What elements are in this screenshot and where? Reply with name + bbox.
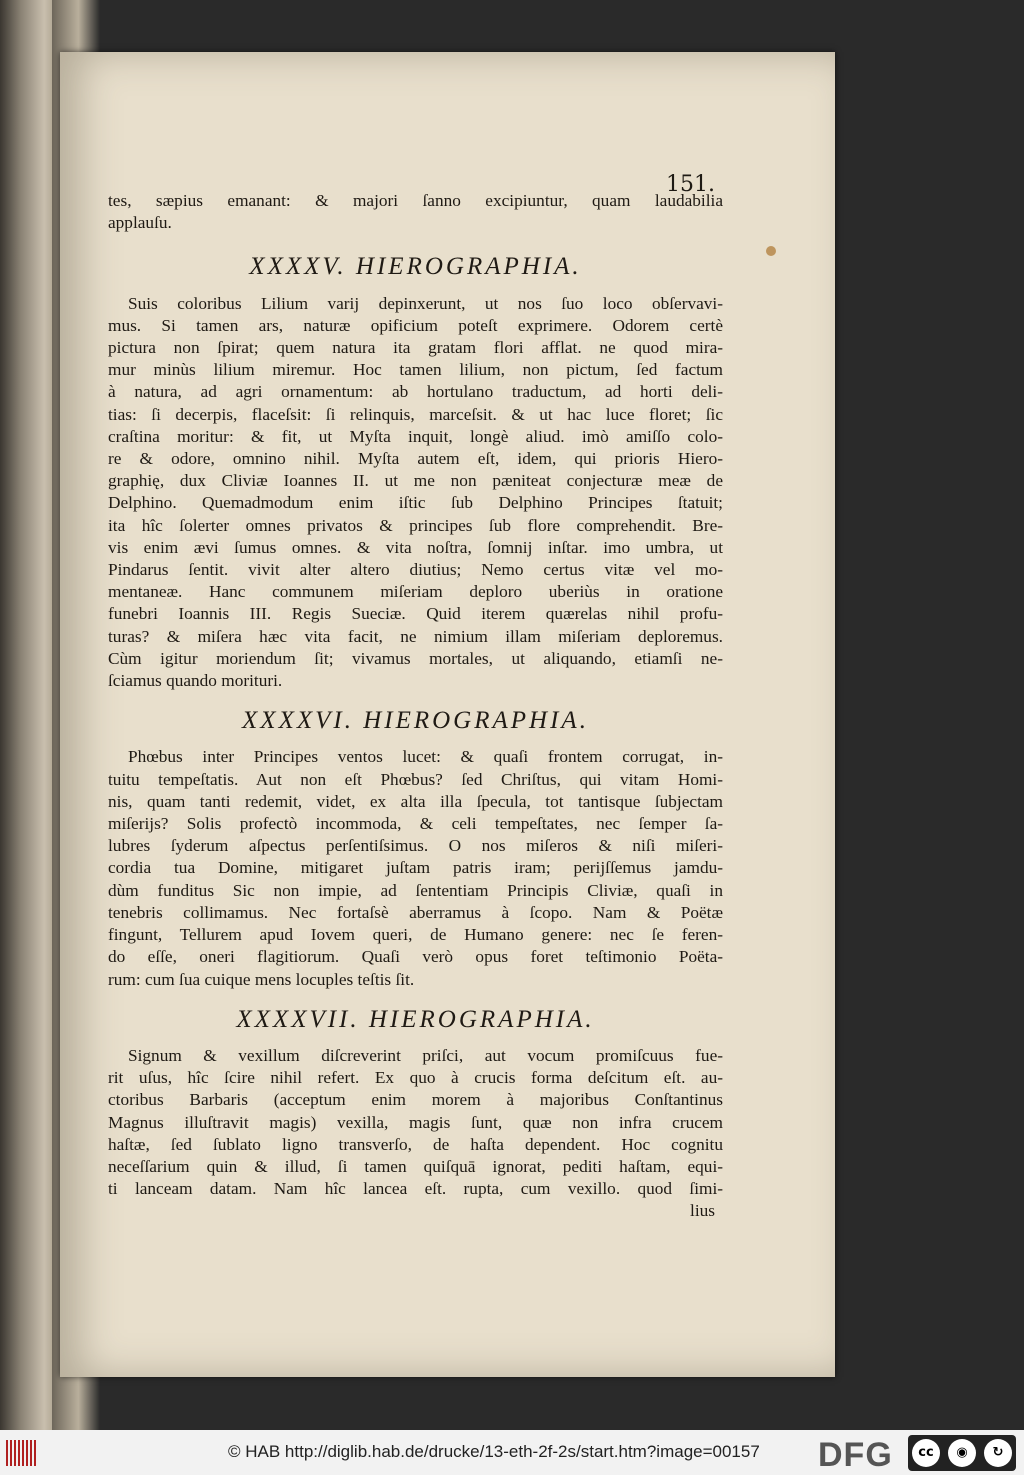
text-line: miſerijs? Solis profectò incommoda, & celi tempeſtates, nec ſemper ſa- xyxy=(108,814,723,834)
text-line: vis enim ævi ſumus omnes. & vita noſtra, ſomnij inſtar. imo umbra, ut xyxy=(108,537,723,557)
text-line: tuitu tempeſtatis. Aut non eſt Phœbus? ſed Chriſtus, qui vitam Homi- xyxy=(108,769,723,789)
left-page-edge xyxy=(0,0,52,1430)
opening-paragraph xyxy=(108,190,723,234)
text-line: rit uſus, hîc ſcire nihil refert. Ex quo à crucis forma deſcitum eſt. au- xyxy=(108,1068,723,1088)
text-line: mur minùs lilium miremur. Hoc tamen lilium, non pictum, ſed factum xyxy=(108,360,723,380)
text-block xyxy=(108,190,723,1223)
text-line: Phœbus inter Principes ventos lucet: & quaſi frontem corrugat, in- xyxy=(128,747,723,767)
text-line: mus. Si tamen ars, naturæ opificium poteſt exprimere. Odorem certè xyxy=(108,315,723,335)
by-icon: ◉ xyxy=(948,1439,976,1467)
book-page xyxy=(60,52,835,1377)
text-line: turas? & miſera hæc vita facit, ne nimium illam miſeriam deploremus. xyxy=(108,626,723,646)
text-line: tenebris collimamus. Nec fortaſsè aberramus à ſcopo. Nam & Poëtæ xyxy=(108,902,723,922)
text-line: tes, sæpius emanant: & majori ſanno excipiuntur, quam laudabilia xyxy=(108,191,723,210)
sections xyxy=(108,253,723,1200)
dfg-logo: DFG xyxy=(818,1436,893,1474)
text-line: ita hîc ſolerter omnes privatos & principes ſub flore comprehendit. Bre- xyxy=(108,515,723,535)
text-line: rum: cum ſua cuique mens locuples teſtis ſit. xyxy=(108,969,415,989)
text-line: lubres ſyderum aſpectus perſentiſsimus. O nos miſeros & niſi miſeri- xyxy=(108,836,723,856)
text-line: Delphino. Quemadmodum enim iſtic ſub Delphino Principes ſtatuit; xyxy=(108,493,723,513)
text-line: do eſſe, oneri flagitiorum. Quaſi verò opus foret teſtimonio Poëta- xyxy=(108,947,723,967)
text-line: ſciamus quando morituri. xyxy=(108,671,283,691)
text-line: mentaneæ. Hanc communem miſeriam deploro uberiùs in oratione xyxy=(108,582,723,602)
footer-bar xyxy=(0,1430,1024,1475)
text-line: applauſu. xyxy=(108,213,172,233)
text-line: pictura non ſpirat; quem natura ita gratam flori afflat. ne quod mira- xyxy=(108,338,723,358)
text-line: à natura, ad agri ornamentum: ab hortulano traductum, ad horti deli- xyxy=(108,382,723,402)
section-heading: XXXXV. HIEROGRAPHIA. xyxy=(249,253,582,281)
text-line: tias: ſi decerpis, flaceſsit: ſi relinquis, marceſsit. & ut hac luce floret; ſic xyxy=(108,404,723,424)
text-line: neceſſarium quin & illud, ſi tamen quiſquā ignorat, pediti haſtam, equi- xyxy=(108,1156,723,1176)
text-line: cordia tua Domine, mitigaret juſtam patris iram; perijſſemus jamdu- xyxy=(108,858,723,878)
text-line: Signum & vexillum diſcreverint priſci, aut vocum promiſcuus fue- xyxy=(128,1045,723,1065)
cc-license-badge[interactable] xyxy=(908,1435,1016,1471)
section-heading: XXXXVII. HIEROGRAPHIA. xyxy=(236,1005,595,1033)
text-line: fingunt, Tellurem apud Iovem queri, de Humano genere: nec ſe feren- xyxy=(108,925,723,945)
text-line: craſtina moritur: & fit, ut Myſta inquit, longè aliud. imò amiſſo colo- xyxy=(108,426,723,446)
cc-icon: cc xyxy=(912,1439,940,1467)
text-line: re & odore, omnino nihil. Myſta autem eſt, idem, qui prioris Hiero- xyxy=(108,449,723,469)
text-line: nis, quam tanti redemit, videt, ex alta illa ſpecula, tot tantisque ſubjectam xyxy=(108,791,723,811)
attribution-link[interactable]: © HAB http://diglib.hab.de/drucke/13-eth-2f-2s/start.htm?image=00157 xyxy=(228,1442,760,1461)
text-line: ti lanceam datam. Nam hîc lancea eſt. rupta, cum vexillo. quod ſimi- xyxy=(108,1179,723,1199)
page-number: 151. xyxy=(666,172,715,197)
text-line: Pindarus ſentit. vivit alter altero diutius; Nemo certus vitæ vel mo- xyxy=(108,560,723,580)
text-line: haſtæ, ſed ſublato ligno transverſo, de haſta dependent. Hoc cognitu xyxy=(108,1134,723,1154)
ink-spot xyxy=(766,246,776,256)
hab-logo-icon xyxy=(6,1440,38,1466)
section-heading: XXXXVI. HIEROGRAPHIA. xyxy=(242,707,589,735)
catchword: lius xyxy=(690,1201,715,1221)
text-line: funebri Ioannis III. Regis Sueciæ. Quid iterem quærelas nihil profu- xyxy=(108,604,723,624)
text-line: dùm funditus Sic non impie, ad ſententiam Principis Cliviæ, quaſi in xyxy=(108,880,723,900)
sa-icon: ↻ xyxy=(984,1439,1012,1467)
text-line: Suis coloribus Lilium varij depinxerunt, ut nos ſuo loco obſervavi- xyxy=(128,293,723,313)
text-line: Cùm igitur moriendum ſit; vivamus mortales, ut aliquando, etiamſi ne- xyxy=(108,648,723,668)
text-line: graphię, dux Cliviæ Ioannes II. ut me non pæniteat conjecturæ meæ de xyxy=(108,471,723,491)
text-line: ctoribus Barbaris (acceptum enim morem à majoribus Conſtantinus xyxy=(108,1090,723,1110)
text-line: Magnus illuſtravit magis) vexilla, magis ſunt, quæ non infra crucem xyxy=(108,1112,723,1132)
